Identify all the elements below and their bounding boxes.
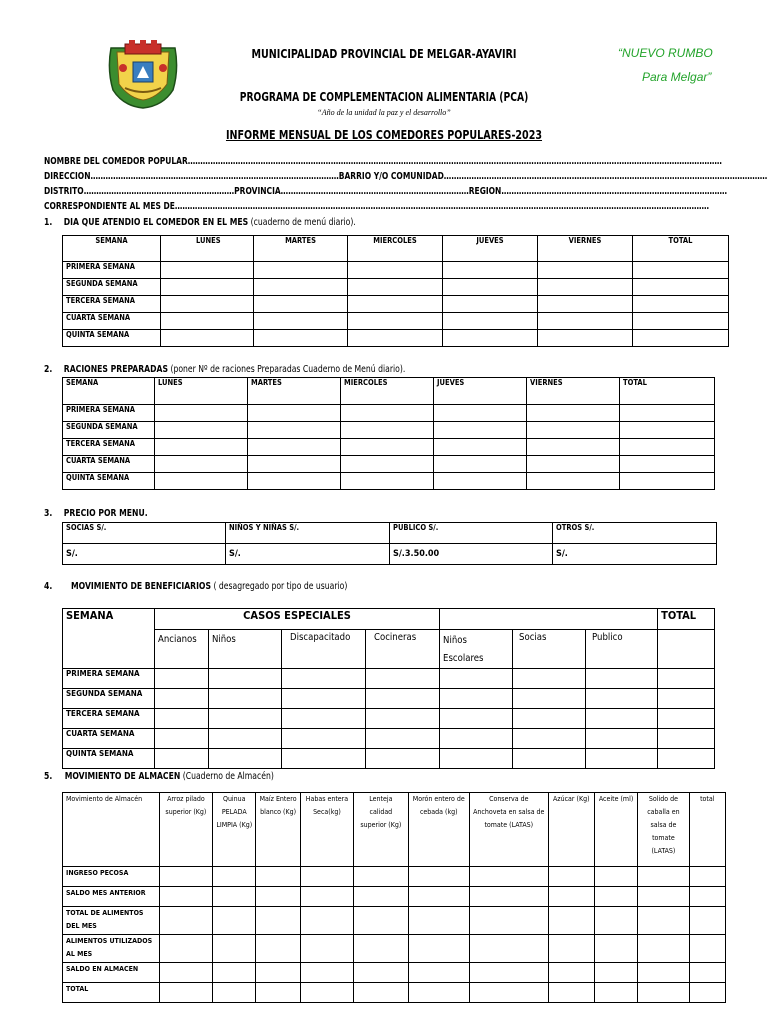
blank-header xyxy=(440,609,658,630)
table-beneficiaries xyxy=(62,608,715,769)
report-title: INFORME MENSUAL DE LOS COMEDORES POPULARES-2023 xyxy=(225,127,543,142)
row-label: INGRESO PECOSA xyxy=(63,867,160,887)
cell[interactable] xyxy=(633,279,729,296)
cell[interactable] xyxy=(155,689,209,709)
col-header: Movimiento de Almacén xyxy=(63,793,160,867)
cell[interactable] xyxy=(159,867,212,887)
cell[interactable] xyxy=(538,296,633,313)
col-header: Niños Escolares xyxy=(440,630,513,669)
cell[interactable] xyxy=(408,983,469,1003)
col-header: SEMANA xyxy=(63,236,161,262)
cell[interactable] xyxy=(348,262,443,279)
cell[interactable] xyxy=(366,729,440,749)
cell[interactable] xyxy=(470,867,549,887)
col-header: Publico xyxy=(586,630,658,669)
cell[interactable] xyxy=(440,709,513,729)
cell[interactable] xyxy=(620,422,715,439)
col-header: Habas entera Seca(kg) xyxy=(300,793,353,867)
table-rations xyxy=(62,377,715,490)
cell[interactable] xyxy=(155,729,209,749)
row-label: PRIMERA SEMANA xyxy=(63,405,155,422)
cell[interactable] xyxy=(638,983,689,1003)
cell[interactable] xyxy=(348,279,443,296)
cell[interactable] xyxy=(658,749,715,769)
col-header: TOTAL xyxy=(620,378,715,405)
row-label: CUARTA SEMANA xyxy=(63,456,155,473)
cell[interactable] xyxy=(155,709,209,729)
cell[interactable] xyxy=(341,473,434,490)
cell[interactable] xyxy=(155,405,248,422)
cell[interactable] xyxy=(633,313,729,330)
cell[interactable] xyxy=(161,313,254,330)
cell[interactable] xyxy=(282,689,366,709)
cell[interactable] xyxy=(159,907,212,935)
row-label: CUARTA SEMANA xyxy=(63,313,161,330)
section4-heading: 4. MOVIMIENTO DE BENEFICIARIOS ( desagregado por tipo de usuario) xyxy=(44,581,348,592)
cell[interactable] xyxy=(638,935,689,963)
cell[interactable] xyxy=(443,330,538,347)
cell[interactable] xyxy=(470,963,549,983)
col-header: MARTES xyxy=(248,378,341,405)
cell[interactable] xyxy=(440,729,513,749)
cell[interactable] xyxy=(256,867,300,887)
col-header: LUNES xyxy=(155,378,248,405)
cell[interactable] xyxy=(300,935,353,963)
section5-heading: 5. MOVIMIENTO DE ALMACEN (Cuaderno de Almacén) xyxy=(44,771,274,782)
cell[interactable] xyxy=(538,262,633,279)
cell[interactable] xyxy=(548,963,594,983)
cell[interactable] xyxy=(300,887,353,907)
casos-especiales-header: CASOS ESPECIALES xyxy=(155,609,440,630)
cell[interactable] xyxy=(548,935,594,963)
cell[interactable] xyxy=(440,669,513,689)
cell[interactable] xyxy=(594,935,637,963)
cell[interactable] xyxy=(434,473,527,490)
cell[interactable] xyxy=(620,473,715,490)
cell[interactable] xyxy=(256,887,300,907)
program-title: PROGRAMA DE COMPLEMENTACION ALIMENTARIA (PCA) xyxy=(239,90,529,104)
price-ninos[interactable]: S/. xyxy=(226,544,390,565)
row-label: QUINTA SEMANA xyxy=(63,330,161,347)
cell[interactable] xyxy=(408,887,469,907)
col-header: Conserva de Anchoveta en salsa de tomate (LATAS) xyxy=(470,793,549,867)
cell[interactable] xyxy=(354,907,408,935)
row-label: QUINTA SEMANA xyxy=(63,473,155,490)
cell[interactable] xyxy=(354,983,408,1003)
cell[interactable] xyxy=(155,473,248,490)
slogan-line1: “NUEVO RUMBO xyxy=(618,46,713,60)
cell[interactable] xyxy=(209,749,282,769)
year-motto: “Año de la unidad la paz y el desarrollo” xyxy=(317,108,451,117)
cell[interactable] xyxy=(586,709,658,729)
cell[interactable] xyxy=(470,887,549,907)
cell[interactable] xyxy=(213,983,256,1003)
cell[interactable] xyxy=(155,422,248,439)
cell[interactable] xyxy=(248,473,341,490)
cell[interactable] xyxy=(689,867,725,887)
cell[interactable] xyxy=(254,279,348,296)
col-header: LUNES xyxy=(161,236,254,262)
cell[interactable] xyxy=(213,867,256,887)
section1-heading: 1. DIA QUE ATENDIO EL COMEDOR EN EL MES (cuaderno de menú diario). xyxy=(44,217,356,228)
cell xyxy=(658,630,715,669)
cell[interactable] xyxy=(354,867,408,887)
cell[interactable] xyxy=(434,456,527,473)
table-menu-price xyxy=(62,522,717,565)
cell[interactable] xyxy=(434,439,527,456)
col-header: Lenteja calidad superior (Kg) xyxy=(354,793,408,867)
cell[interactable] xyxy=(256,983,300,1003)
cell[interactable] xyxy=(586,729,658,749)
col-header: JUEVES xyxy=(434,378,527,405)
cell[interactable] xyxy=(161,330,254,347)
cell[interactable] xyxy=(689,907,725,935)
cell[interactable] xyxy=(300,867,353,887)
col-header: MIERCOLES xyxy=(341,378,434,405)
col-header: Socias xyxy=(513,630,586,669)
cell[interactable] xyxy=(256,963,300,983)
col-header: Ancianos xyxy=(155,630,209,669)
cell[interactable] xyxy=(282,749,366,769)
cell[interactable] xyxy=(209,729,282,749)
col-header: MARTES xyxy=(254,236,348,262)
cell[interactable] xyxy=(341,405,434,422)
cell[interactable] xyxy=(341,456,434,473)
cell[interactable] xyxy=(689,983,725,1003)
cell[interactable] xyxy=(527,439,620,456)
cell[interactable] xyxy=(470,983,549,1003)
cell[interactable] xyxy=(443,313,538,330)
cell[interactable] xyxy=(282,669,366,689)
municipality-title: MUNICIPALIDAD PROVINCIAL DE MELGAR-AYAVIRI xyxy=(251,46,517,61)
total-header: TOTAL xyxy=(658,609,715,630)
row-label: SALDO MES ANTERIOR xyxy=(63,887,160,907)
cell[interactable] xyxy=(155,669,209,689)
col-header: SOCIAS S/. xyxy=(63,523,226,544)
cell[interactable] xyxy=(248,456,341,473)
field-distrito[interactable]: DISTRITO……………………………………………………PROVINCIA…………………………………………………………………REGION……………………………………………………………………………… xyxy=(44,186,728,197)
cell[interactable] xyxy=(538,279,633,296)
cell[interactable] xyxy=(248,439,341,456)
row-label: TERCERA SEMANA xyxy=(63,439,155,456)
cell[interactable] xyxy=(254,313,348,330)
col-header: NIÑOS Y NIÑAS S/. xyxy=(226,523,390,544)
cell[interactable] xyxy=(348,330,443,347)
cell[interactable] xyxy=(513,669,586,689)
cell[interactable] xyxy=(256,907,300,935)
col-header: Quinua PELADA LIMPIA (Kg) xyxy=(213,793,256,867)
cell[interactable] xyxy=(440,749,513,769)
cell[interactable] xyxy=(155,749,209,769)
cell[interactable] xyxy=(366,689,440,709)
section2-heading: 2. RACIONES PREPARADAS (poner Nº de raciones Preparadas Cuaderno de Menú diario). xyxy=(44,364,406,375)
col-header: JUEVES xyxy=(443,236,538,262)
cell[interactable] xyxy=(594,867,637,887)
cell[interactable] xyxy=(354,963,408,983)
cell[interactable] xyxy=(513,749,586,769)
price-otros[interactable]: S/. xyxy=(553,544,717,565)
cell[interactable] xyxy=(594,963,637,983)
cell[interactable] xyxy=(658,709,715,729)
row-label: TOTAL xyxy=(63,983,160,1003)
cell[interactable] xyxy=(341,422,434,439)
row-label: TERCERA SEMANA xyxy=(63,709,155,729)
table-warehouse xyxy=(62,792,726,1003)
cell[interactable] xyxy=(254,296,348,313)
cell[interactable] xyxy=(633,296,729,313)
row-label: TOTAL DE ALIMENTOS DEL MES xyxy=(63,907,160,935)
cell[interactable] xyxy=(159,935,212,963)
col-header: VIERNES xyxy=(527,378,620,405)
cell[interactable] xyxy=(408,907,469,935)
cell[interactable] xyxy=(254,262,348,279)
cell[interactable] xyxy=(638,887,689,907)
row-label: SEGUNDA SEMANA xyxy=(63,422,155,439)
cell[interactable] xyxy=(527,456,620,473)
col-header: Arroz pilado superior (Kg) xyxy=(159,793,212,867)
semana-header: SEMANA xyxy=(63,609,155,669)
cell[interactable] xyxy=(440,689,513,709)
cell[interactable] xyxy=(443,296,538,313)
col-header: total xyxy=(689,793,725,867)
cell[interactable] xyxy=(638,963,689,983)
cell[interactable] xyxy=(282,709,366,729)
cell[interactable] xyxy=(341,439,434,456)
cell[interactable] xyxy=(159,963,212,983)
cell[interactable] xyxy=(161,262,254,279)
cell[interactable] xyxy=(594,907,637,935)
row-label: QUINTA SEMANA xyxy=(63,749,155,769)
cell[interactable] xyxy=(689,963,725,983)
cell[interactable] xyxy=(538,330,633,347)
row-label: ALIMENTOS UTILIZADOS AL MES xyxy=(63,935,160,963)
cell[interactable] xyxy=(155,456,248,473)
cell[interactable] xyxy=(548,907,594,935)
col-header: TOTAL xyxy=(633,236,729,262)
cell[interactable] xyxy=(620,456,715,473)
col-header: Morón entero de cebada (kg) xyxy=(408,793,469,867)
col-header: VIERNES xyxy=(538,236,633,262)
cell[interactable] xyxy=(527,473,620,490)
cell[interactable] xyxy=(527,422,620,439)
col-header: Discapacitado xyxy=(282,630,366,669)
row-label: SALDO EN ALMACEN xyxy=(63,963,160,983)
cell[interactable] xyxy=(658,669,715,689)
cell[interactable] xyxy=(161,279,254,296)
cell[interactable] xyxy=(689,887,725,907)
cell[interactable] xyxy=(633,262,729,279)
cell[interactable] xyxy=(470,907,549,935)
col-header: PUBLICO S/. xyxy=(390,523,553,544)
cell[interactable] xyxy=(159,887,212,907)
cell[interactable] xyxy=(620,405,715,422)
cell[interactable] xyxy=(548,983,594,1003)
cell[interactable] xyxy=(658,729,715,749)
cell[interactable] xyxy=(209,689,282,709)
col-header: OTROS S/. xyxy=(553,523,717,544)
field-month[interactable]: CORRESPONDIENTE AL MES DE…………………………………………………………………………………………………………………………………………………………………………………………… xyxy=(44,201,710,212)
cell[interactable] xyxy=(586,689,658,709)
field-comedor-name[interactable]: NOMBRE DEL COMEDOR POPULAR…………………………………………………………………………………………………………………………………………………………………………………………… xyxy=(44,156,722,167)
cell[interactable] xyxy=(513,689,586,709)
field-direccion[interactable]: DIRECCION………………………………………………………………………………………BARRIO Y/O COMUNIDAD………………………………………………………………………………………………………………… xyxy=(44,171,768,182)
cell[interactable] xyxy=(366,709,440,729)
cell[interactable] xyxy=(513,709,586,729)
cell[interactable] xyxy=(408,935,469,963)
cell[interactable] xyxy=(594,983,637,1003)
cell[interactable] xyxy=(548,867,594,887)
cell[interactable] xyxy=(470,935,549,963)
cell[interactable] xyxy=(213,907,256,935)
cell[interactable] xyxy=(638,867,689,887)
cell[interactable] xyxy=(689,935,725,963)
row-label: SEGUNDA SEMANA xyxy=(63,689,155,709)
cell[interactable] xyxy=(300,907,353,935)
col-header: Maíz Entero blanco (Kg) xyxy=(256,793,300,867)
price-socias[interactable]: S/. xyxy=(63,544,226,565)
row-label: TERCERA SEMANA xyxy=(63,296,161,313)
cell[interactable] xyxy=(434,405,527,422)
cell[interactable] xyxy=(443,262,538,279)
cell[interactable] xyxy=(658,689,715,709)
cell[interactable] xyxy=(282,729,366,749)
cell[interactable] xyxy=(354,935,408,963)
cell[interactable] xyxy=(159,983,212,1003)
cell[interactable] xyxy=(248,422,341,439)
col-header: Solido de caballa en salsa de tomate (LATAS) xyxy=(638,793,689,867)
cell[interactable] xyxy=(408,867,469,887)
cell[interactable] xyxy=(538,313,633,330)
section3-heading: 3. PRECIO POR MENU. xyxy=(44,508,148,519)
table-days-attended xyxy=(62,235,729,347)
row-label: PRIMERA SEMANA xyxy=(63,669,155,689)
cell[interactable] xyxy=(256,935,300,963)
col-header: Niños xyxy=(209,630,282,669)
cell[interactable] xyxy=(248,405,341,422)
cell[interactable] xyxy=(408,963,469,983)
row-label: PRIMERA SEMANA xyxy=(63,262,161,279)
cell[interactable] xyxy=(586,749,658,769)
cell[interactable] xyxy=(366,669,440,689)
cell[interactable] xyxy=(548,887,594,907)
col-header: Aceite (ml) xyxy=(594,793,637,867)
cell[interactable] xyxy=(586,669,658,689)
cell[interactable] xyxy=(213,887,256,907)
cell[interactable] xyxy=(155,439,248,456)
cell[interactable] xyxy=(348,296,443,313)
cell[interactable] xyxy=(434,422,527,439)
cell[interactable] xyxy=(213,935,256,963)
cell[interactable] xyxy=(300,983,353,1003)
row-label: SEGUNDA SEMANA xyxy=(63,279,161,296)
cell[interactable] xyxy=(300,963,353,983)
slogan-line2: Para Melgar” xyxy=(642,70,712,84)
cell[interactable] xyxy=(254,330,348,347)
cell[interactable] xyxy=(443,279,538,296)
col-header: Azúcar (Kg) xyxy=(548,793,594,867)
cell[interactable] xyxy=(161,296,254,313)
col-header: MIERCOLES xyxy=(348,236,443,262)
cell[interactable] xyxy=(620,439,715,456)
cell[interactable] xyxy=(633,330,729,347)
price-publico[interactable]: S/.3.50.00 xyxy=(390,544,553,565)
row-label: CUARTA SEMANA xyxy=(63,729,155,749)
col-header: Cocineras xyxy=(366,630,440,669)
cell[interactable] xyxy=(527,405,620,422)
cell[interactable] xyxy=(594,887,637,907)
cell[interactable] xyxy=(213,963,256,983)
cell[interactable] xyxy=(638,907,689,935)
cell[interactable] xyxy=(348,313,443,330)
cell[interactable] xyxy=(354,887,408,907)
col-header: SEMANA xyxy=(63,378,155,405)
cell[interactable] xyxy=(366,749,440,769)
cell[interactable] xyxy=(209,669,282,689)
cell[interactable] xyxy=(513,729,586,749)
cell[interactable] xyxy=(209,709,282,729)
